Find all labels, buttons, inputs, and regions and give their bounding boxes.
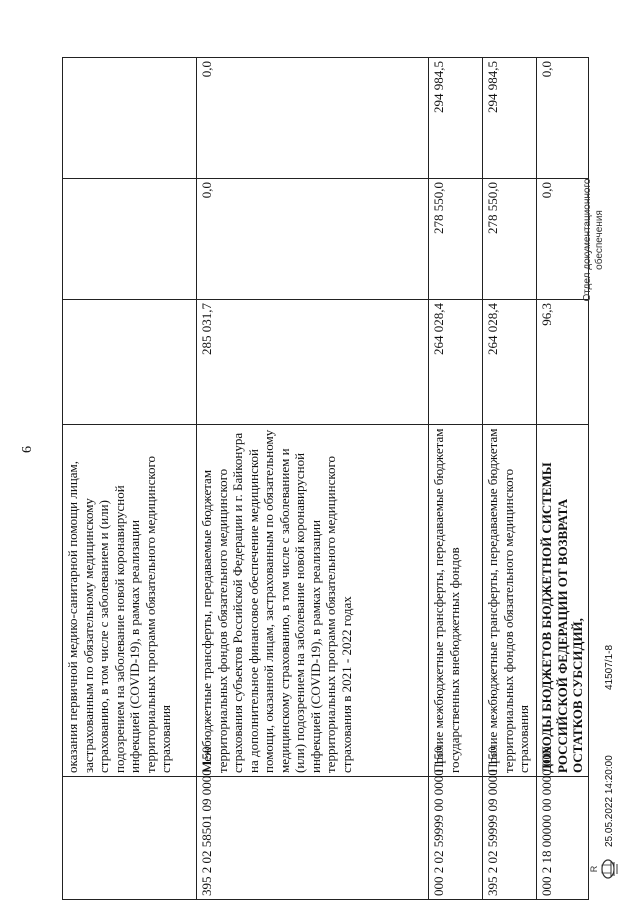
row-value-3: 294 984,5 [483,58,537,179]
table-row [429,58,483,900]
budget-table [62,57,589,900]
row-value-3: 0,0 [197,58,429,179]
row-value-1: 264 028,4 [483,300,537,425]
row-value-2 [63,179,197,300]
row-name: ДОХОДЫ БЮДЖЕТОВ БЮДЖЕТНОЙ СИСТЕМЫ РОССИЙСКОЙ ФЕДЕРАЦИИ ОТ ВОЗВРАТА ОСТАТКОВ СУБСИДИЙ, [537,425,589,777]
row-value-2: 278 550,0 [429,179,483,300]
table-row [483,58,537,900]
table-row [197,58,429,900]
row-name: Прочие межбюджетные трансферты, передаваемые бюджетам государственных внебюджетных фондов [429,425,483,777]
row-value-1: 264 028,4 [429,300,483,425]
emblem-logo-icon [588,858,622,880]
row-value-2: 0,0 [537,179,589,300]
row-value-1: 285 031,7 [197,300,429,425]
row-value-2: 278 550,0 [483,179,537,300]
row-value-1 [63,300,197,425]
table-row [63,58,197,900]
row-code: 000 2 18 00000 00 0000 000 [537,777,589,900]
row-value-1: 96,3 [537,300,589,425]
row-value-3 [63,58,197,179]
footer-doc-code: 41507/1-8 [604,644,615,690]
row-value-2: 0,0 [197,179,429,300]
footer-timestamp: 25.05.2022 14:20:00 [604,755,615,847]
row-code: 395 2 02 59999 09 0000 150 [483,777,537,900]
row-name: Прочие межбюджетные трансферты, передаваемые бюджетам территориальных фондов обязательного медицинского страхования [483,425,537,777]
department-stamp: Отдел документационного обеспечения [582,178,605,302]
row-code: 000 2 02 59999 00 0000 150 [429,777,483,900]
logo-letter: R [589,865,599,873]
row-code: 395 2 02 58501 09 0000 150 [197,777,429,900]
row-code [63,777,197,900]
row-value-3: 294 984,5 [429,58,483,179]
page-number: 6 [20,446,35,453]
row-name: Межбюджетные трансферты, передаваемые бюджетам территориальных фондов обязательного медицинского страхования субъектов Российской Федерации и г. Байконура на дополнительное финансовое обеспечение медицинской помощи, оказанной лицам, застрахованным по обязательному медицинскому страхованию, в том числе с заболеванием и (или) подозрением на заболевание новой коронавирусной инфекцией (COVID-19), в рамках реализации территориальных программ обязательного медицинского страхования в 2021 - 2022 годах [197,425,429,777]
row-name: оказания первичной медико-санитарной помощи лицам, застрахованным по обязательному медицинскому страхованию, в том числе с заболеванием и (или) подозрением на заболевание новой коронавирусной инфекцией (COVID-19), в рамках реализации территориальных программ обязательного медицинского страхования [63,425,197,777]
table-row [537,58,589,900]
row-value-3: 0,0 [537,58,589,179]
